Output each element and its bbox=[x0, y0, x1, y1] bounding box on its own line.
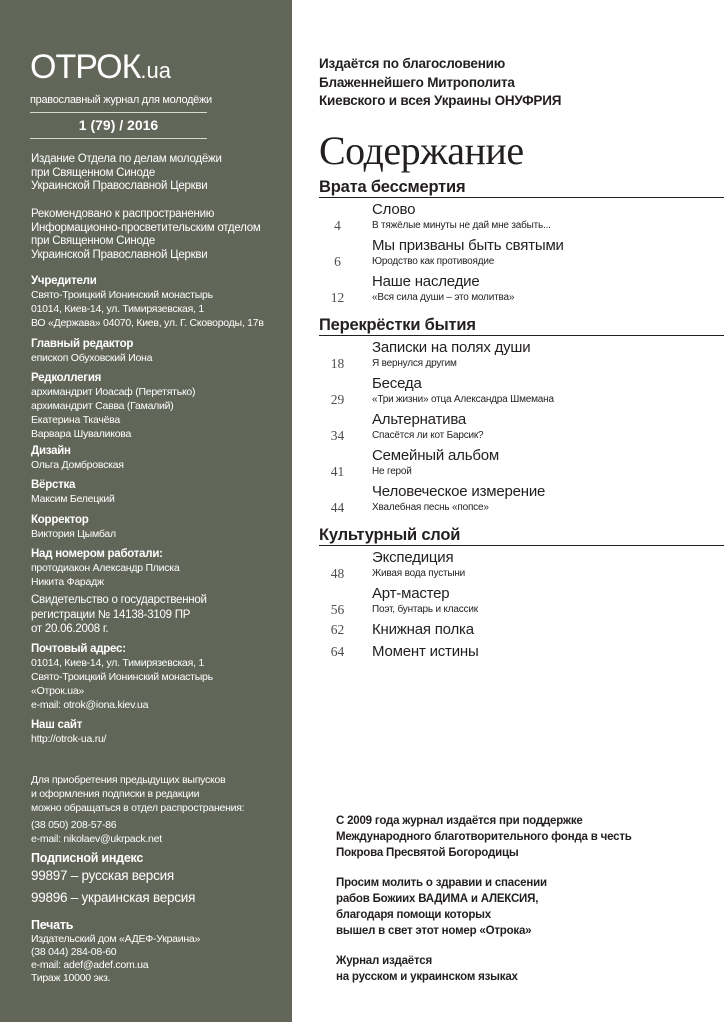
board-line: Варвара Шуваликова bbox=[31, 428, 132, 440]
support-line: С 2009 года журнал издаётся при поддержке bbox=[336, 815, 583, 827]
article-subtitle: Живая вода пустыни bbox=[372, 568, 466, 579]
page-number: 29 bbox=[330, 392, 345, 407]
article-title: Арт-мастер bbox=[372, 585, 450, 602]
purchase-line: Для приобретения предыдущих выпусков bbox=[31, 774, 226, 786]
printing-line: Тираж 10000 экз. bbox=[31, 972, 111, 984]
blessing-line: Издаётся по благословению bbox=[319, 56, 506, 71]
address-block bbox=[31, 642, 281, 712]
article-subtitle: Не герой bbox=[372, 466, 412, 477]
page-number: 18 bbox=[330, 356, 345, 371]
contents-page bbox=[292, 0, 724, 1022]
article-subtitle: Поэт, бунтарь и классик bbox=[372, 604, 478, 615]
article-title: Человеческое измерение bbox=[372, 483, 546, 500]
article-title: Альтернатива bbox=[372, 411, 467, 428]
prayer-note bbox=[336, 875, 547, 939]
page-number: 6 bbox=[334, 254, 341, 269]
page-number: 34 bbox=[330, 428, 345, 443]
article-subtitle: Юродство как противоядие bbox=[372, 256, 495, 267]
editor-heading: Главный редактор bbox=[31, 338, 134, 350]
masthead-sidebar bbox=[0, 0, 292, 1022]
page-number: 4 bbox=[334, 218, 341, 233]
contributors-block bbox=[31, 547, 281, 589]
distribution-contact-block bbox=[31, 818, 281, 846]
recommended-line: при Священном Синоде bbox=[31, 235, 156, 247]
section-title: Перекрёстки бытия bbox=[319, 316, 476, 334]
section-title: Культурный слой bbox=[319, 526, 461, 544]
logo-domain: .ua bbox=[140, 58, 171, 83]
layout-credit-heading: Вёрстка bbox=[31, 479, 76, 491]
support-line: Международного благотворительного фонда в честь bbox=[336, 831, 632, 843]
email-link[interactable]: e-mail: otrok@iona.kiev.ua bbox=[31, 699, 149, 711]
section-rule bbox=[319, 335, 724, 336]
publisher-line: при Священном Синоде bbox=[31, 166, 156, 179]
article-subtitle: В тяжёлые минуты не дай мне забыть... bbox=[372, 220, 551, 231]
contributor-line: протодиакон Александр Плиска bbox=[31, 562, 180, 574]
board-line: Екатерина Ткачёва bbox=[31, 414, 120, 426]
prayer-line: благодаря помощи которых bbox=[336, 909, 491, 921]
publisher-block bbox=[31, 153, 281, 194]
recommended-line: Украинской Православной Церкви bbox=[31, 248, 208, 261]
magazine-logo bbox=[30, 50, 171, 88]
design-line: Ольга Домбровская bbox=[31, 459, 124, 471]
editor-line: епископ Обуховский Иона bbox=[31, 352, 153, 364]
layout-credit-line: Максим Белецкий bbox=[31, 493, 115, 505]
certificate-line: Свидетельство о государственной bbox=[31, 594, 207, 606]
blessing-note bbox=[319, 55, 561, 111]
language-line: Журнал издаётся bbox=[336, 955, 432, 967]
proofreader-line: Виктория Цымбал bbox=[31, 528, 116, 540]
proofreader-heading: Корректор bbox=[31, 514, 89, 526]
logo-tagline: православный журнал для молодёжи bbox=[30, 94, 212, 106]
article-title: Книжная полка bbox=[372, 621, 474, 638]
website-heading: Наш сайт bbox=[31, 719, 83, 731]
article-title: Беседа bbox=[372, 375, 422, 392]
founders-heading: Учредители bbox=[31, 275, 97, 287]
prayer-line: рабов Божиих ВАДИМА и АЛЕКСИЯ, bbox=[336, 893, 539, 905]
website-block bbox=[31, 718, 281, 746]
design-block bbox=[31, 444, 281, 472]
layout-credit-block bbox=[31, 478, 281, 506]
design-heading: Дизайн bbox=[31, 445, 71, 457]
purchase-line: можно обращаться в отдел распространения: bbox=[31, 802, 245, 814]
editor-block bbox=[31, 337, 281, 365]
page-number: 56 bbox=[330, 602, 345, 617]
certificate-line: регистрации № 14138-3109 ПР bbox=[31, 608, 191, 621]
recommended-line: Информационно-просветительским отделом bbox=[31, 221, 261, 234]
language-line: на русском и украинском языках bbox=[336, 971, 518, 983]
page-number: 62 bbox=[330, 622, 345, 637]
article-title: Записки на полях души bbox=[372, 339, 531, 356]
contents-title: Содержание bbox=[319, 128, 524, 173]
publisher-line: Украинской Православной Церкви bbox=[31, 180, 208, 192]
page-number: 41 bbox=[330, 464, 345, 479]
subscription-line: 99896 – украинская версия bbox=[31, 890, 196, 905]
article-title: Экспедиция bbox=[372, 549, 454, 566]
support-line: Покрова Пресвятой Богородицы bbox=[336, 847, 519, 859]
prayer-line: Просим молить о здравии и спасении bbox=[336, 877, 547, 889]
purchase-line: и оформления подписки в редакции bbox=[31, 788, 200, 800]
founders-block bbox=[31, 274, 281, 330]
prayer-line: вышел в свет этот номер «Отрока» bbox=[336, 925, 532, 937]
board-heading: Редколлегия bbox=[31, 372, 102, 384]
logo-word: ОТРОК bbox=[30, 48, 141, 86]
section-rule bbox=[319, 545, 724, 546]
address-heading: Почтовый адрес: bbox=[31, 643, 126, 655]
contributors-heading: Над номером работали: bbox=[31, 548, 163, 560]
page-number: 12 bbox=[330, 290, 345, 305]
board-block bbox=[31, 371, 281, 441]
blessing-line: Киевского и всея Украины ОНУФРИЯ bbox=[319, 93, 562, 108]
support-note bbox=[336, 813, 632, 861]
printing-line: Издательский дом «АДЕФ-Украина» bbox=[31, 933, 201, 945]
address-line: «Отрок.ua» bbox=[31, 685, 85, 697]
printing-line: (38 044) 284-08-60 bbox=[31, 946, 117, 958]
proofreader-block bbox=[31, 513, 281, 541]
issue-number: 1 (79) / 2016 bbox=[78, 117, 159, 133]
founders-line: Свято-Троицкий Ионинский монастырь bbox=[31, 289, 213, 301]
founders-line: 01014, Киев-14, ул. Тимирязевская, 1 bbox=[31, 303, 205, 315]
subscription-heading: Подписной индекс bbox=[31, 851, 144, 865]
article-subtitle: Хвалебная песнь «попсе» bbox=[372, 502, 489, 513]
certificate-block bbox=[31, 593, 281, 637]
page-number: 64 bbox=[330, 644, 345, 659]
article-subtitle: Спасётся ли кот Барсик? bbox=[372, 430, 484, 441]
section-title: Врата бессмертия bbox=[319, 178, 466, 196]
publisher-line: Издание Отдела по делам молодёжи bbox=[31, 153, 222, 165]
contributor-line: Никита Фарадж bbox=[31, 576, 104, 588]
subscription-line: 99897 – русская версия bbox=[31, 868, 174, 883]
section-rule bbox=[319, 197, 724, 198]
website-link[interactable]: http://otrok-ua.ru/ bbox=[31, 733, 107, 745]
article-title: Мы призваны быть святыми bbox=[372, 237, 564, 254]
phone-line: (38 050) 208-57-86 bbox=[31, 819, 117, 831]
blessing-line: Блаженнейшего Митрополита bbox=[319, 74, 515, 90]
address-line: 01014, Киев-14, ул. Тимирязевская, 1 bbox=[31, 657, 205, 669]
board-line: архимандрит Савва (Гамалий) bbox=[31, 400, 174, 412]
printing-email-link[interactable]: e-mail: adef@adef.com.ua bbox=[31, 959, 149, 971]
board-line: архимандрит Иоасаф (Перетятько) bbox=[31, 386, 196, 398]
subscription-block bbox=[31, 851, 281, 907]
issue-rule-bottom bbox=[30, 138, 207, 139]
purchase-block bbox=[31, 773, 281, 815]
article-title: Семейный альбом bbox=[372, 447, 499, 464]
founders-line: ВО «Держава» 04070, Киев, ул. Г. Сковороды, 17в bbox=[31, 317, 264, 329]
article-subtitle: «Три жизни» отца Александра Шмемана bbox=[372, 394, 554, 405]
issue-rule-top bbox=[30, 112, 207, 113]
article-subtitle: Я вернулся другим bbox=[372, 358, 457, 369]
article-subtitle: «Вся сила души – это молитва» bbox=[372, 292, 515, 303]
page-number: 48 bbox=[330, 566, 345, 581]
address-line: Свято-Троицкий Ионинский монастырь bbox=[31, 671, 213, 683]
article-title: Слово bbox=[372, 201, 416, 218]
page-number: 44 bbox=[330, 500, 345, 515]
recommended-block bbox=[31, 208, 281, 262]
distribution-email-link[interactable]: e-mail: nikolaev@ukrpack.net bbox=[31, 833, 162, 845]
printing-heading: Печать bbox=[31, 918, 74, 932]
language-note bbox=[336, 953, 518, 985]
recommended-line: Рекомендовано к распространению bbox=[31, 208, 215, 220]
article-title: Момент истины bbox=[372, 643, 479, 660]
article-title: Наше наследие bbox=[372, 273, 480, 290]
printing-block bbox=[31, 918, 281, 985]
certificate-line: от 20.06.2008 г. bbox=[31, 623, 109, 635]
